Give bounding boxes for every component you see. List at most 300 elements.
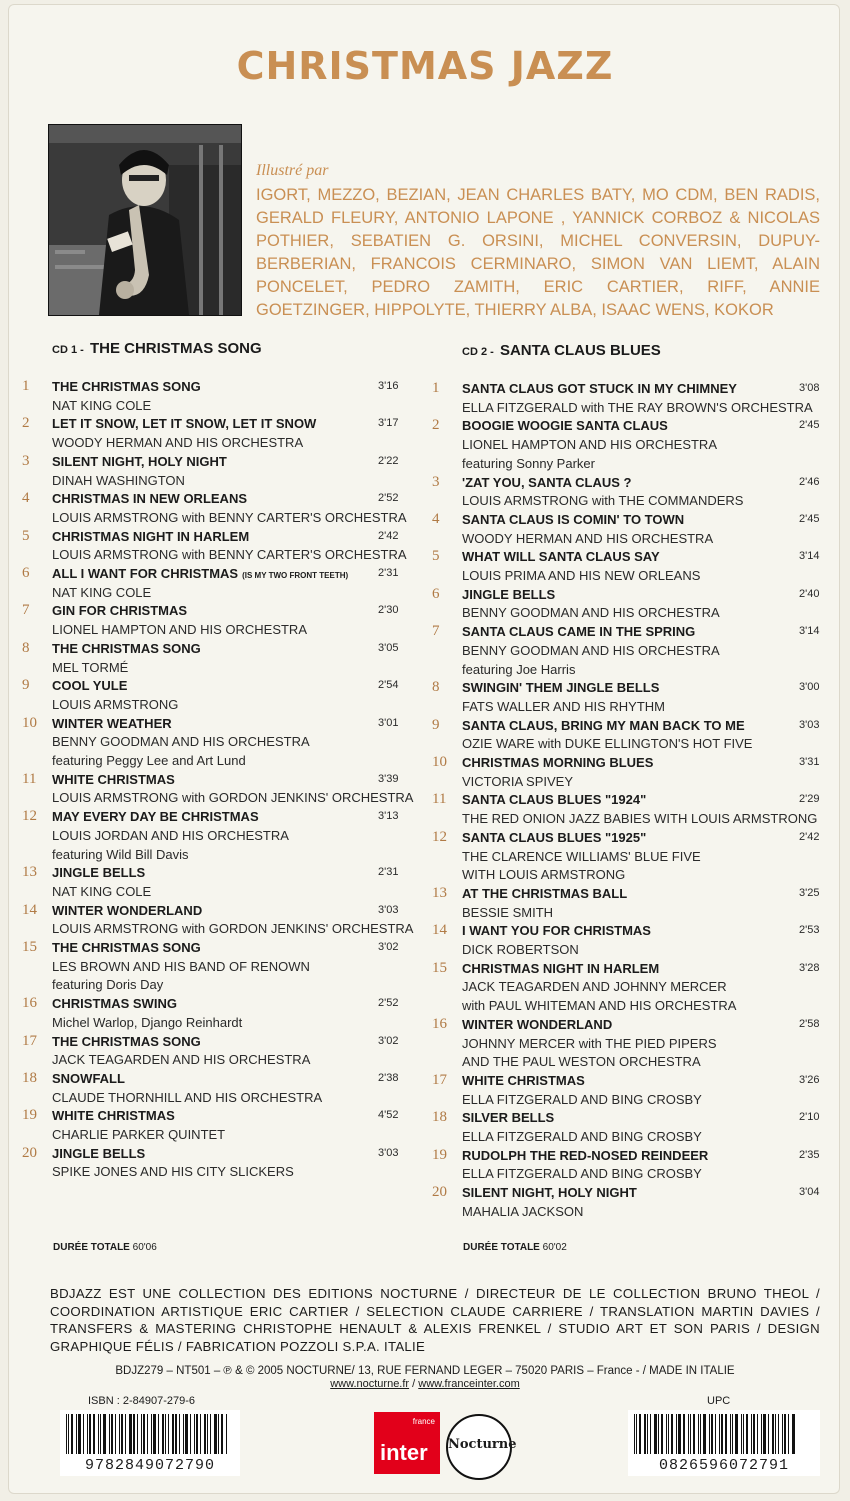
cd2-track-number: 19	[432, 1146, 447, 1163]
barcode-bar	[162, 1414, 164, 1454]
cd1-track-title-text: GIN FOR CHRISTMAS	[52, 603, 188, 619]
cd1-track-title-text: JINGLE BELLS	[52, 1145, 146, 1161]
cd1-track-duration: 3'17	[378, 417, 399, 430]
cd2-track-title	[462, 1148, 708, 1163]
barcode-bar	[68, 1414, 69, 1454]
cd2-track-title	[462, 830, 646, 845]
isbn-barcode	[60, 1410, 240, 1476]
cd2-track-number: 7	[432, 623, 440, 640]
barcode-bar	[185, 1414, 188, 1454]
cd2-track-title-text: JINGLE BELLS	[462, 586, 556, 602]
cd1-track-duration: 2'54	[378, 679, 399, 692]
barcode-bar	[218, 1414, 219, 1454]
barcode-bar	[647, 1414, 648, 1454]
barcode-bar	[792, 1414, 795, 1454]
barcode-bar	[100, 1414, 101, 1454]
barcode-bar	[179, 1414, 180, 1454]
barcode-bar	[111, 1414, 113, 1454]
cd2-track-artist: BENNY GOODMAN AND HIS ORCHESTRA	[462, 642, 720, 658]
cd1-track-title-text: LET IT SNOW, LET IT SNOW, LET IT SNOW	[52, 416, 317, 432]
cd1-track-number: 5	[22, 527, 30, 544]
barcode-bar	[137, 1414, 138, 1454]
cd2-track-duration: 2'45	[799, 512, 820, 525]
cd2-track-artist: ELLA FITZGERALD AND BING CROSBY	[462, 1129, 702, 1144]
cd2-track-artist: LOUIS PRIMA AND HIS NEW ORLEANS	[462, 568, 701, 583]
cd2-track-title-text: 'ZAT YOU, SANTA CLAUS ?	[462, 474, 632, 490]
barcode-bar	[78, 1414, 81, 1454]
cd2-track-title	[462, 549, 660, 564]
cd2-track-title-text: BOOGIE WOOGIE SANTA CLAUS	[462, 418, 668, 434]
cd1-track-title-text: ALL I WANT FOR CHRISTMAS	[52, 566, 239, 581]
cd1-track-title	[52, 716, 172, 731]
barcode-bar	[703, 1414, 706, 1454]
barcode-bar	[772, 1414, 774, 1454]
barcode-bar	[98, 1414, 99, 1454]
cd1-track-title-text: CHRISTMAS SWING	[52, 996, 177, 1012]
barcode-bar	[661, 1414, 663, 1454]
cd2-track-duration: 3'14	[799, 625, 820, 638]
cd1-track-artist: LOUIS ARMSTRONG with BENNY CARTER'S ORCHESTRA	[52, 509, 407, 525]
nocturne-link[interactable]: www.nocturne.fr	[330, 1378, 410, 1390]
cd1-track-title	[52, 603, 187, 618]
cd1-track-title-text: MAY EVERY DAY BE CHRISTMAS	[52, 809, 259, 825]
barcode-bar	[183, 1414, 184, 1454]
cd1-track-number: 19	[22, 1107, 37, 1124]
cd1-track-number: 7	[22, 602, 30, 619]
cd2-track-artist: BESSIE SMITH	[462, 904, 554, 920]
cd1-track-number: 11	[22, 770, 37, 787]
cd2-track-title-text: SANTA CLAUS BLUES "1925"	[462, 829, 647, 845]
cd2-track-title	[462, 718, 745, 733]
cd1-track-duration: 3'16	[378, 380, 399, 392]
cd2-track-title	[462, 792, 646, 807]
cd1-track-title-text: THE CHRISTMAS SONG	[52, 1033, 201, 1049]
cd1-track-duration: 4'52	[378, 1109, 399, 1122]
cd2-track-number: 20	[432, 1184, 447, 1201]
cd1-track-title	[52, 772, 175, 787]
cd1-track-artist: LOUIS ARMSTRONG with GORDON JENKINS' ORCHESTRA	[52, 790, 414, 806]
upc-barcode	[628, 1410, 820, 1476]
barcode-bar	[200, 1414, 201, 1454]
cd1-track-artist: SPIKE JONES AND HIS CITY SLICKERS	[52, 1164, 294, 1180]
cd2-track-title	[462, 923, 651, 938]
cd1-track-subtitle: (IS MY TWO FRONT TEETH)	[242, 571, 349, 580]
cd2-track-title	[462, 418, 668, 433]
france-inter-logo-main: inter	[380, 1440, 428, 1465]
cd1-track-title-text: JINGLE BELLS	[52, 865, 146, 881]
cd1-track-duration: 2'52	[378, 492, 399, 505]
cd1-track-number: 9	[22, 677, 30, 694]
cd1-track-title-text: WHITE CHRISTMAS	[52, 1108, 175, 1124]
barcode-bar	[730, 1414, 731, 1454]
barcode-bar	[125, 1414, 126, 1454]
barcode-bar	[782, 1414, 783, 1454]
barcode-bar	[666, 1414, 667, 1454]
barcode-bar	[636, 1414, 637, 1454]
cd2-track-number: 17	[432, 1071, 447, 1088]
cd2-track-number: 4	[432, 510, 440, 527]
cd2-track-artist: BENNY GOODMAN AND HIS ORCHESTRA	[462, 605, 720, 621]
cd2-header	[462, 342, 661, 359]
cd2-track-title	[462, 1110, 554, 1125]
cd1-track-duration: 2'38	[378, 1071, 399, 1084]
barcode-bar	[151, 1414, 152, 1454]
cd1-track-title	[52, 865, 145, 880]
cd2-track-number: 12	[432, 828, 447, 845]
barcode-bar	[721, 1414, 723, 1454]
cd1-track-artist: NAT KING COLE	[52, 883, 152, 899]
cd2-track-number: 16	[432, 1015, 447, 1032]
cd1-track-title-text: CHRISTMAS NIGHT IN HARLEM	[52, 528, 250, 544]
barcode-bar	[109, 1414, 110, 1454]
cd2-track-duration: 3'14	[799, 550, 820, 563]
barcode-bar	[147, 1414, 148, 1454]
barcode-bar	[141, 1414, 142, 1454]
cd1-track-artist: WOODY HERMAN AND HIS ORCHESTRA	[52, 435, 304, 451]
cd1-track-title	[52, 416, 316, 431]
cd1-track-title-text: THE CHRISTMAS SONG	[52, 640, 201, 656]
cd2-track-duration: 2'45	[799, 419, 820, 432]
cd1-track-duration: 3'39	[378, 772, 399, 785]
cd2-track-number: 18	[432, 1109, 447, 1126]
isbn-barcode-digits: 9782849072790	[84, 1457, 216, 1474]
cd1-track-artist: NAT KING COLE	[52, 584, 152, 600]
cd2-track-artist: AND THE PAUL WESTON ORCHESTRA	[462, 1054, 701, 1070]
cd2-track-title-text: CHRISTMAS MORNING BLUES	[462, 755, 654, 770]
cd1-track-artist: featuring Wild Bill Davis	[52, 846, 189, 862]
cd2-track-duration: 3'31	[799, 756, 820, 768]
franceinter-link[interactable]: www.franceinter.com	[418, 1378, 520, 1390]
cd1-track-duration: 2'31	[378, 866, 399, 879]
cd1-track-artist: JACK TEAGARDEN AND HIS ORCHESTRA	[52, 1052, 311, 1068]
cd2-track-title-text: SANTA CLAUS BLUES "1924"	[462, 792, 647, 808]
barcode-bar	[153, 1414, 156, 1454]
cd1-track-artist: CLAUDE THORNHILL AND HIS ORCHESTRA	[52, 1089, 323, 1105]
cd2-track-duration: 2'40	[799, 587, 820, 600]
cd1-track-duration: 2'31	[378, 567, 399, 579]
cd2-track-artist: ELLA FITZGERALD AND BING CROSBY	[462, 1166, 702, 1182]
cd2-track-duration: 3'28	[799, 961, 820, 974]
upc-barcode-digits: 0826596072791	[658, 1457, 790, 1474]
barcode-bar	[121, 1414, 123, 1454]
cd1-track-title-text: SNOWFALL	[52, 1070, 125, 1086]
barcode-bar	[732, 1414, 733, 1454]
barcode-bar	[165, 1414, 166, 1454]
cd2-track-title	[462, 680, 659, 695]
cd2-track-number: 9	[432, 716, 440, 733]
cd1-track-artist: CHARLIE PARKER QUINTET	[52, 1127, 226, 1142]
cd1-track-duration: 2'30	[378, 604, 399, 617]
barcode-bar	[678, 1414, 681, 1454]
barcode-bar	[644, 1414, 646, 1454]
cd1-track-artist: MEL TORMÉ	[52, 659, 129, 675]
upc-label: UPC	[707, 1395, 731, 1407]
barcode-bar	[226, 1414, 227, 1454]
cd1-track-artist: BENNY GOODMAN AND HIS ORCHESTRA	[52, 734, 310, 750]
cd2-track-title	[462, 961, 659, 976]
barcode-bar	[688, 1414, 689, 1454]
barcode-bar	[214, 1414, 217, 1454]
cd2-track-artist: FATS WALLER AND HIS RHYTHM	[462, 698, 665, 714]
cd1-track-title-text: THE CHRISTMAS SONG	[52, 379, 201, 394]
cd1-track-artist: DINAH WASHINGTON	[52, 472, 185, 488]
barcode-bar	[103, 1414, 106, 1454]
barcode-bar	[196, 1414, 198, 1454]
cd1-track-number: 4	[22, 490, 30, 507]
cd2-track-title	[462, 381, 737, 396]
cd2-track-duration: 3'25	[799, 886, 820, 899]
barcode-bar	[741, 1414, 742, 1454]
cd1-track-artist: featuring Doris Day	[52, 977, 164, 993]
barcode-bar	[158, 1414, 159, 1454]
barcode-bar	[788, 1414, 789, 1454]
cd1-track-title-text: THE CHRISTMAS SONG	[52, 940, 201, 955]
barcode-bar	[89, 1414, 91, 1454]
barcode-bar	[71, 1414, 73, 1454]
cd1-track-number: 3	[22, 452, 30, 469]
isbn-barcode-bars	[66, 1414, 234, 1454]
nocturne-logo	[446, 1414, 517, 1480]
barcode-bar	[719, 1414, 720, 1454]
cd2-track-artist: JACK TEAGARDEN AND JOHNNY MERCER	[462, 979, 727, 995]
cd1-title: THE CHRISTMAS SONG	[89, 340, 262, 357]
cd1-track-duration: 3'13	[378, 810, 399, 823]
cd1-track-title	[52, 566, 348, 581]
cd1-track-number: 20	[22, 1144, 37, 1161]
cd1-track-title-text: CHRISTMAS IN NEW ORLEANS	[52, 491, 247, 507]
barcode-bar	[634, 1414, 635, 1454]
barcode-bar	[639, 1414, 641, 1454]
cd1-track-number: 13	[22, 864, 37, 881]
nocturne-logo-text: Nocturne	[448, 1437, 517, 1452]
cd2-track-number: 10	[432, 754, 447, 770]
cd1-track-artist: LES BROWN AND HIS BAND OF RENOWN	[52, 958, 310, 974]
illustrators-list: IGORT, MEZZO, BEZIAN, JEAN CHARLES BATY, MO CDM, BEN RADIS, GERALD FLEURY, ANTONIO LAPONE , YANNICK CORBOZ & NICOLAS POTHIER, SEBATIEN G. ORSINI, MICHEL CONVERSIN, DUPUY-BERBERIAN, FRANCOIS CERMINARO, SIMON VAN LIEMT, ALAIN PONCELET, PEDRO ZAMITH, ERIC CARTIER, RIFF, ANNIE GOETZINGER, HIPPOLYTE, THIERRY ALBA, ISAAC WENS, KOKOR	[256, 186, 820, 319]
cd2-track-title-text: WHAT WILL SANTA CLAUS SAY	[462, 549, 660, 565]
cd2-track-artist: WOODY HERMAN AND HIS ORCHESTRA	[462, 530, 714, 546]
cd2-track-number: 14	[432, 922, 447, 939]
cd1-track-duration: 3'03	[378, 903, 399, 916]
cd2-track-number: 13	[432, 884, 447, 901]
cd2-track-number: 5	[432, 548, 440, 565]
barcode-bar	[698, 1414, 699, 1454]
isbn-label: ISBN : 2-84907-279-6	[88, 1395, 196, 1407]
cd1-track-title-text: COOL YULE	[52, 678, 128, 694]
cd1-track-title	[52, 1108, 175, 1123]
barcode-bar	[93, 1414, 95, 1454]
cd2-track-title-text: SILENT NIGHT, HOLY NIGHT	[462, 1185, 637, 1201]
cd1-track-duration: 2'42	[378, 529, 399, 542]
cover-illustration	[48, 124, 242, 316]
france-inter-logo-top: france	[412, 1417, 435, 1426]
cd2-track-duration: 2'46	[799, 475, 820, 488]
barcode-bar	[784, 1414, 786, 1454]
cd1-track-artist: LOUIS ARMSTRONG with BENNY CARTER'S ORCHESTRA	[52, 547, 407, 563]
cd2-track-artist: LIONEL HAMPTON AND HIS ORCHESTRA	[462, 437, 717, 453]
cd1-track-title	[52, 1146, 145, 1161]
cd2-track-number: 11	[432, 791, 447, 808]
cd1-track-number: 10	[22, 714, 37, 731]
cd1-track-title-text: WHITE CHRISTMAS	[52, 771, 175, 787]
cd1-track-title	[52, 903, 202, 918]
cd2-track-number: 6	[432, 585, 440, 602]
cd1-track-title-text: WINTER WEATHER	[52, 715, 172, 731]
barcode-bar	[175, 1414, 177, 1454]
barcode-bar	[683, 1414, 685, 1454]
cd1-track-title	[52, 809, 259, 824]
cd1-track-duration: 2'22	[378, 454, 399, 467]
saxophonist-illustration	[49, 125, 241, 315]
cd1-track-artist: LOUIS ARMSTRONG	[52, 696, 179, 712]
barcode-bar	[743, 1414, 744, 1454]
website-links	[0, 1378, 850, 1390]
cd1-track-number: 15	[22, 939, 37, 955]
credits-text: BDJAZZ EST UNE COLLECTION DES EDITIONS NOCTURNE / DIRECTEUR DE LE COLLECTION BRUNO THEOL / COORDINATION ARTISTIQUE ERIC CARTIER / SELECTION CLAUDE CARRIERE / TRANSLATION MARTIN DAVIES / TRANSFERS & MASTERING CHRISTOPHE HENAULT & ALEXIS FRENKEL / STUDIO ART ET SON PARIS / DESIGN GRAPHIQUE FÉLIS / FABRICATION POZZOLI S.P.A. ITALIE	[50, 1286, 820, 1354]
cd1-track-duration: 3'03	[378, 1146, 399, 1159]
cd2-track-artist: featuring Joe Harris	[462, 661, 576, 677]
barcode-bar	[172, 1414, 174, 1454]
barcode-bar	[746, 1414, 748, 1454]
barcode-bar	[66, 1414, 67, 1454]
barcode-bar	[129, 1414, 132, 1454]
cd2-track-title-text: RUDOLPH THE RED-NOSED REINDEER	[462, 1147, 709, 1163]
cd1-track-artist: NAT KING COLE	[52, 397, 152, 413]
cd2-track-title-text: AT THE CHRISTMAS BALL	[462, 885, 628, 901]
cd2-track-title-text: SILVER BELLS	[462, 1110, 555, 1126]
cd2-track-artist: featuring Sonny Parker	[462, 455, 595, 471]
cd2-track-duration: 2'10	[799, 1111, 820, 1124]
cd1-track-title	[52, 641, 201, 656]
cd2-track-artist: JOHNNY MERCER with THE PIED PIPERS	[462, 1035, 717, 1051]
cd1-track-title	[52, 1034, 201, 1049]
barcode-bar	[204, 1414, 206, 1454]
cd1-track-number: 16	[22, 995, 37, 1012]
cd2-track-artist: LOUIS ARMSTRONG with THE COMMANDERS	[462, 493, 744, 509]
cd1-track-duration: 2'52	[378, 997, 399, 1010]
cd1-track-duration: 3'05	[378, 641, 399, 654]
barcode-bar	[650, 1414, 651, 1454]
barcode-bar	[115, 1414, 116, 1454]
cd2-track-duration: 2'58	[799, 1017, 820, 1030]
cd1-track-artist: LOUIS ARMSTRONG with GORDON JENKINS' ORCHESTRA	[52, 921, 414, 937]
cd2-track-title-text: CHRISTMAS NIGHT IN HARLEM	[462, 960, 660, 976]
barcode-bar	[768, 1414, 769, 1454]
cd2-track-title-text: I WANT YOU FOR CHRISTMAS	[462, 923, 651, 939]
legal-line: BDJZ279 – NT501 – ℗ & © 2005 NOCTURNE/ 13, RUE FERNAND LEGER – 75020 PARIS – France - / MADE IN ITALIE	[115, 1365, 735, 1377]
cd1-track-artist: LIONEL HAMPTON AND HIS ORCHESTRA	[52, 622, 307, 638]
cd1-track-number: 6	[22, 565, 30, 581]
barcode-bar	[143, 1414, 145, 1454]
upc-barcode-bars	[634, 1414, 814, 1454]
cd2-track-title	[462, 587, 555, 602]
cd1-track-artist: LOUIS JORDAN AND HIS ORCHESTRA	[52, 827, 289, 843]
cd2-track-duration: 3'26	[799, 1073, 820, 1086]
cd1-track-number: 8	[22, 639, 30, 656]
cd2-track-artist: OZIE WARE with DUKE ELLINGTON'S HOT FIVE	[462, 736, 753, 752]
cd1-track-duration: 3'01	[378, 716, 399, 729]
barcode-bar	[711, 1414, 713, 1454]
barcode-bar	[715, 1414, 716, 1454]
cd2-track-duration: 2'35	[799, 1148, 820, 1161]
barcode-bar	[757, 1414, 758, 1454]
barcode-bar	[735, 1414, 738, 1454]
cd2-track-artist: DICK ROBERTSON	[462, 942, 579, 957]
cd2-track-artist: THE CLARENCE WILLIAMS' BLUE FIVE	[462, 848, 701, 864]
cd2-title: SANTA CLAUS BLUES	[499, 342, 661, 359]
cd2-track-title	[462, 475, 631, 490]
cd2-track-duration: 2'53	[799, 924, 820, 937]
barcode-bar	[671, 1414, 673, 1454]
cd2-track-title	[462, 512, 684, 527]
cd2-track-duration: 3'08	[799, 382, 820, 394]
cd2-track-number: 8	[432, 679, 440, 696]
barcode-bar	[753, 1414, 755, 1454]
cd1-track-number: 14	[22, 901, 37, 918]
barcode-bar	[668, 1414, 669, 1454]
cd1-track-title	[52, 1071, 125, 1086]
cd1-track-duration: 3'02	[378, 941, 399, 953]
barcode-bar	[221, 1414, 223, 1454]
cd2-track-artist: THE RED ONION JAZZ BABIES WITH LOUIS ARMSTRONG	[462, 811, 818, 827]
barcode-bar	[761, 1414, 762, 1454]
cd1-track-number: 12	[22, 808, 37, 825]
cd1-track-title	[52, 529, 249, 544]
barcode-bar	[168, 1414, 169, 1454]
cd2-track-title-text: WINTER WONDERLAND	[462, 1016, 613, 1032]
cd1-number: CD 1 -	[52, 344, 84, 356]
cd2-track-title-text: WHITE CHRISTMAS	[462, 1072, 585, 1088]
barcode-bar	[207, 1414, 208, 1454]
cd2-track-artist: ELLA FITZGERALD AND BING CROSBY	[462, 1091, 702, 1107]
cd2-track-number: 2	[432, 417, 440, 434]
cd1-track-title	[52, 678, 127, 693]
cd1-track-artist: Michel Warlop, Django Reinhardt	[52, 1014, 243, 1030]
cd1-header	[52, 340, 262, 357]
barcode-bar	[83, 1414, 84, 1454]
barcode-bar	[778, 1414, 779, 1454]
cd2-track-duration: 2'29	[799, 793, 820, 806]
france-inter-logo	[374, 1412, 440, 1474]
cd2-total-value: 60'02	[542, 1242, 567, 1253]
cd1-track-title	[52, 940, 201, 955]
barcode-bar	[194, 1414, 195, 1454]
cd2-track-duration: 3'03	[799, 718, 820, 731]
cd2-track-number: 3	[432, 473, 440, 490]
cd2-track-title	[462, 624, 695, 639]
cd2-track-duration: 3'00	[799, 681, 820, 694]
cd2-track-duration: 2'42	[799, 830, 820, 843]
barcode-bar	[700, 1414, 701, 1454]
cd2-track-title	[462, 1017, 612, 1032]
cd2-track-number: 15	[432, 959, 447, 976]
cd2-track-artist: MAHALIA JACKSON	[462, 1203, 584, 1219]
cd1-track-title	[52, 491, 247, 506]
cd1-track-artist: featuring Peggy Lee and Art Lund	[52, 753, 246, 768]
barcode-bar	[210, 1414, 211, 1454]
barcode-bar	[709, 1414, 710, 1454]
cd1-track-title-text: WINTER WONDERLAND	[52, 902, 203, 918]
barcode-bar	[658, 1414, 659, 1454]
cd2-track-title	[462, 886, 627, 901]
barcode-bar	[654, 1414, 657, 1454]
cd2-track-artist: with PAUL WHITEMAN AND HIS ORCHESTRA	[462, 998, 737, 1014]
cd1-track-number: 17	[22, 1032, 37, 1049]
cd1-track-title-text: SILENT NIGHT, HOLY NIGHT	[52, 453, 227, 469]
cd2-track-title	[462, 755, 653, 770]
cd2-track-title	[462, 1185, 637, 1200]
cd2-track-title-text: SANTA CLAUS CAME IN THE SPRING	[462, 624, 696, 640]
cd1-total-label: DURÉE TOTALE	[53, 1242, 130, 1253]
